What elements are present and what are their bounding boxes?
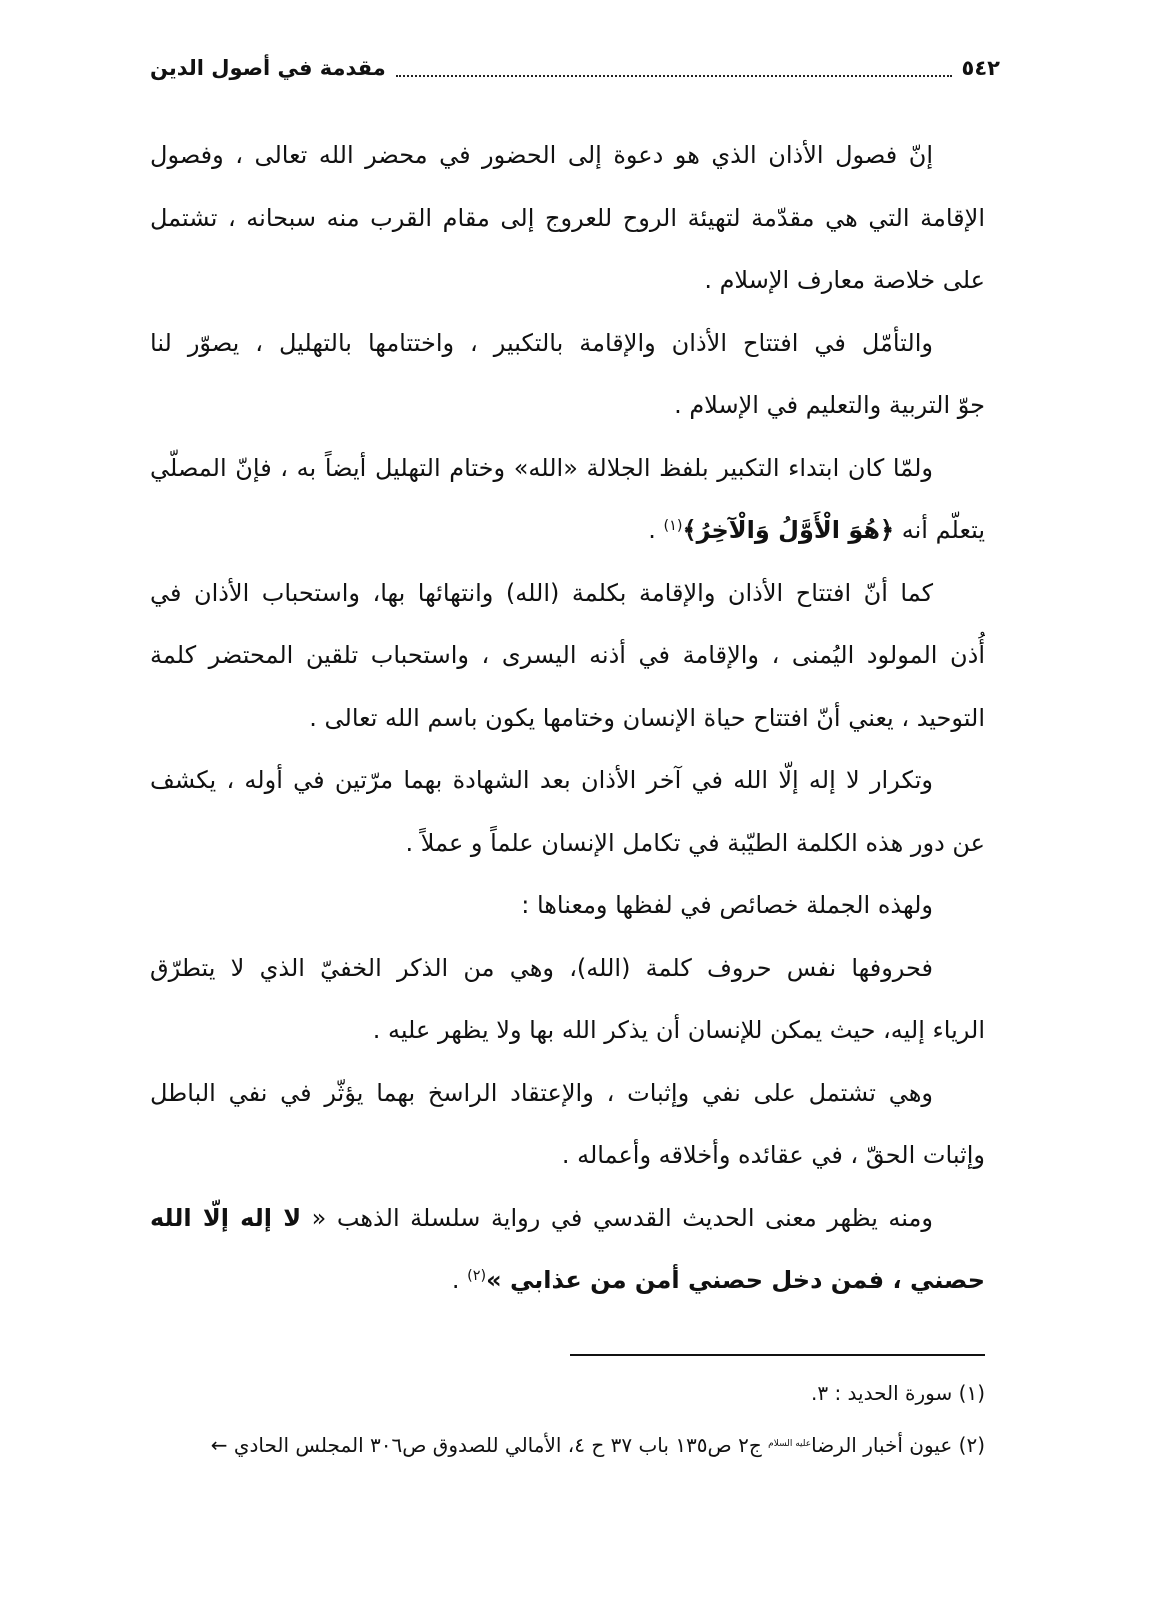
continuation-arrow-icon: ← — [210, 1433, 228, 1457]
footnote-2 — [150, 1425, 985, 1465]
footnote-marker: (٢) — [958, 1433, 985, 1457]
honorific-ligature: عليه السلام — [768, 1438, 812, 1449]
text-line: ولهذه الجملة خصائص في لفظها ومعناها : — [521, 891, 933, 919]
text-segment: ومنه يظهر معنى الحديث القدسي في رواية سلسلة الذهب « — [301, 1203, 933, 1232]
text-line: على خلاصة معارف الإسلام . — [704, 266, 985, 294]
text-segment: يتعلّم أنه — [894, 516, 985, 544]
footnote-text: عيون أخبار الرضا — [811, 1433, 959, 1457]
text-segment: . — [648, 516, 664, 544]
text-line: التوحيد ، يعني أنّ افتتاح حياة الإنسان وختامها يكون باسم الله تعالى . — [309, 703, 985, 732]
footnote-ref: (٢) — [467, 1268, 487, 1285]
text-line: كما أنّ افتتاح الأذان والإقامة بكلمة (الله) وانتهائها بها، واستحباب الأذان في — [150, 578, 933, 607]
text-line: ولمّا كان ابتداء التكبير بلفظ الجلالة «الله» وختام التهليل أيضاً به ، فإنّ المصلّي — [150, 453, 933, 482]
main-text — [150, 124, 985, 1312]
text-line: والتأمّل في افتتاح الأذان والإقامة بالتكبير ، واختتامها بالتهليل ، يصوّر لنا — [150, 328, 933, 357]
running-header — [150, 50, 1000, 86]
text-segment: . — [451, 1266, 468, 1294]
footnote-text: سورة الحديد : ٣. — [810, 1381, 959, 1405]
text-line: جوّ التربية والتعليم في الإسلام . — [674, 391, 985, 419]
text-line: فحروفها نفس حروف كلمة (الله)، وهي من الذكر الخفيّ الذي لا يتطرّق — [150, 953, 933, 982]
book-title: مقدمة في أصول الدين — [150, 56, 386, 80]
footnote-marker: (١) — [958, 1381, 985, 1405]
footnote-ref: (١) — [663, 518, 683, 535]
text-line: الإقامة التي هي مقدّمة لتهيئة الروح للعروج إلى مقام القرب منه سبحانه ، تشتمل — [150, 203, 985, 232]
hadith-bold-text: حصني ، فمن دخل حصني أمن من عذابي » — [486, 1266, 985, 1294]
quran-verse: ﴿هُوَ الْأَوَّلُ وَالْآخِرُ﴾ — [682, 516, 895, 544]
text-line: وتكرار لا إله إلّا الله في آخر الأذان بعد الشهادة بهما مرّتين في أوله ، يكشف — [150, 766, 933, 794]
page-number: ٥٤٢ — [961, 56, 1000, 80]
dot-leader — [396, 59, 952, 77]
footnote-text: ج٢ ص١٣٥ باب ٣٧ ح ٤، الأمالي للصدوق ص٣٠٦ المجلس الحادي — [227, 1433, 769, 1457]
text-line — [150, 1249, 985, 1312]
footnote-1 — [150, 1373, 985, 1413]
text-line — [150, 499, 985, 562]
text-line: عن دور هذه الكلمة الطيّبة في تكامل الإنسان علماً و عملاً . — [405, 828, 985, 857]
hadith-bold-text: لا إله إلّا الله — [150, 1203, 302, 1232]
text-line — [150, 1187, 985, 1250]
text-line: وهي تشتمل على نفي وإثبات ، والإعتقاد الراسخ بهما يؤثّر في نفي الباطل — [150, 1078, 933, 1107]
text-line: أُذن المولود اليُمنى ، والإقامة في أذنه اليسرى ، واستحباب تلقين المحتضر كلمة — [150, 641, 985, 669]
text-line: إنّ فصول الأذان الذي هو دعوة إلى الحضور في محضر الله تعالى ، وفصول — [150, 141, 933, 169]
text-line: الرياء إليه، حيث يمكن للإنسان أن يذكر الله بها ولا يظهر عليه . — [372, 1016, 985, 1044]
text-line: وإثبات الحقّ ، في عقائده وأخلاقه وأعماله . — [561, 1141, 985, 1169]
footnote-separator — [570, 1354, 985, 1356]
